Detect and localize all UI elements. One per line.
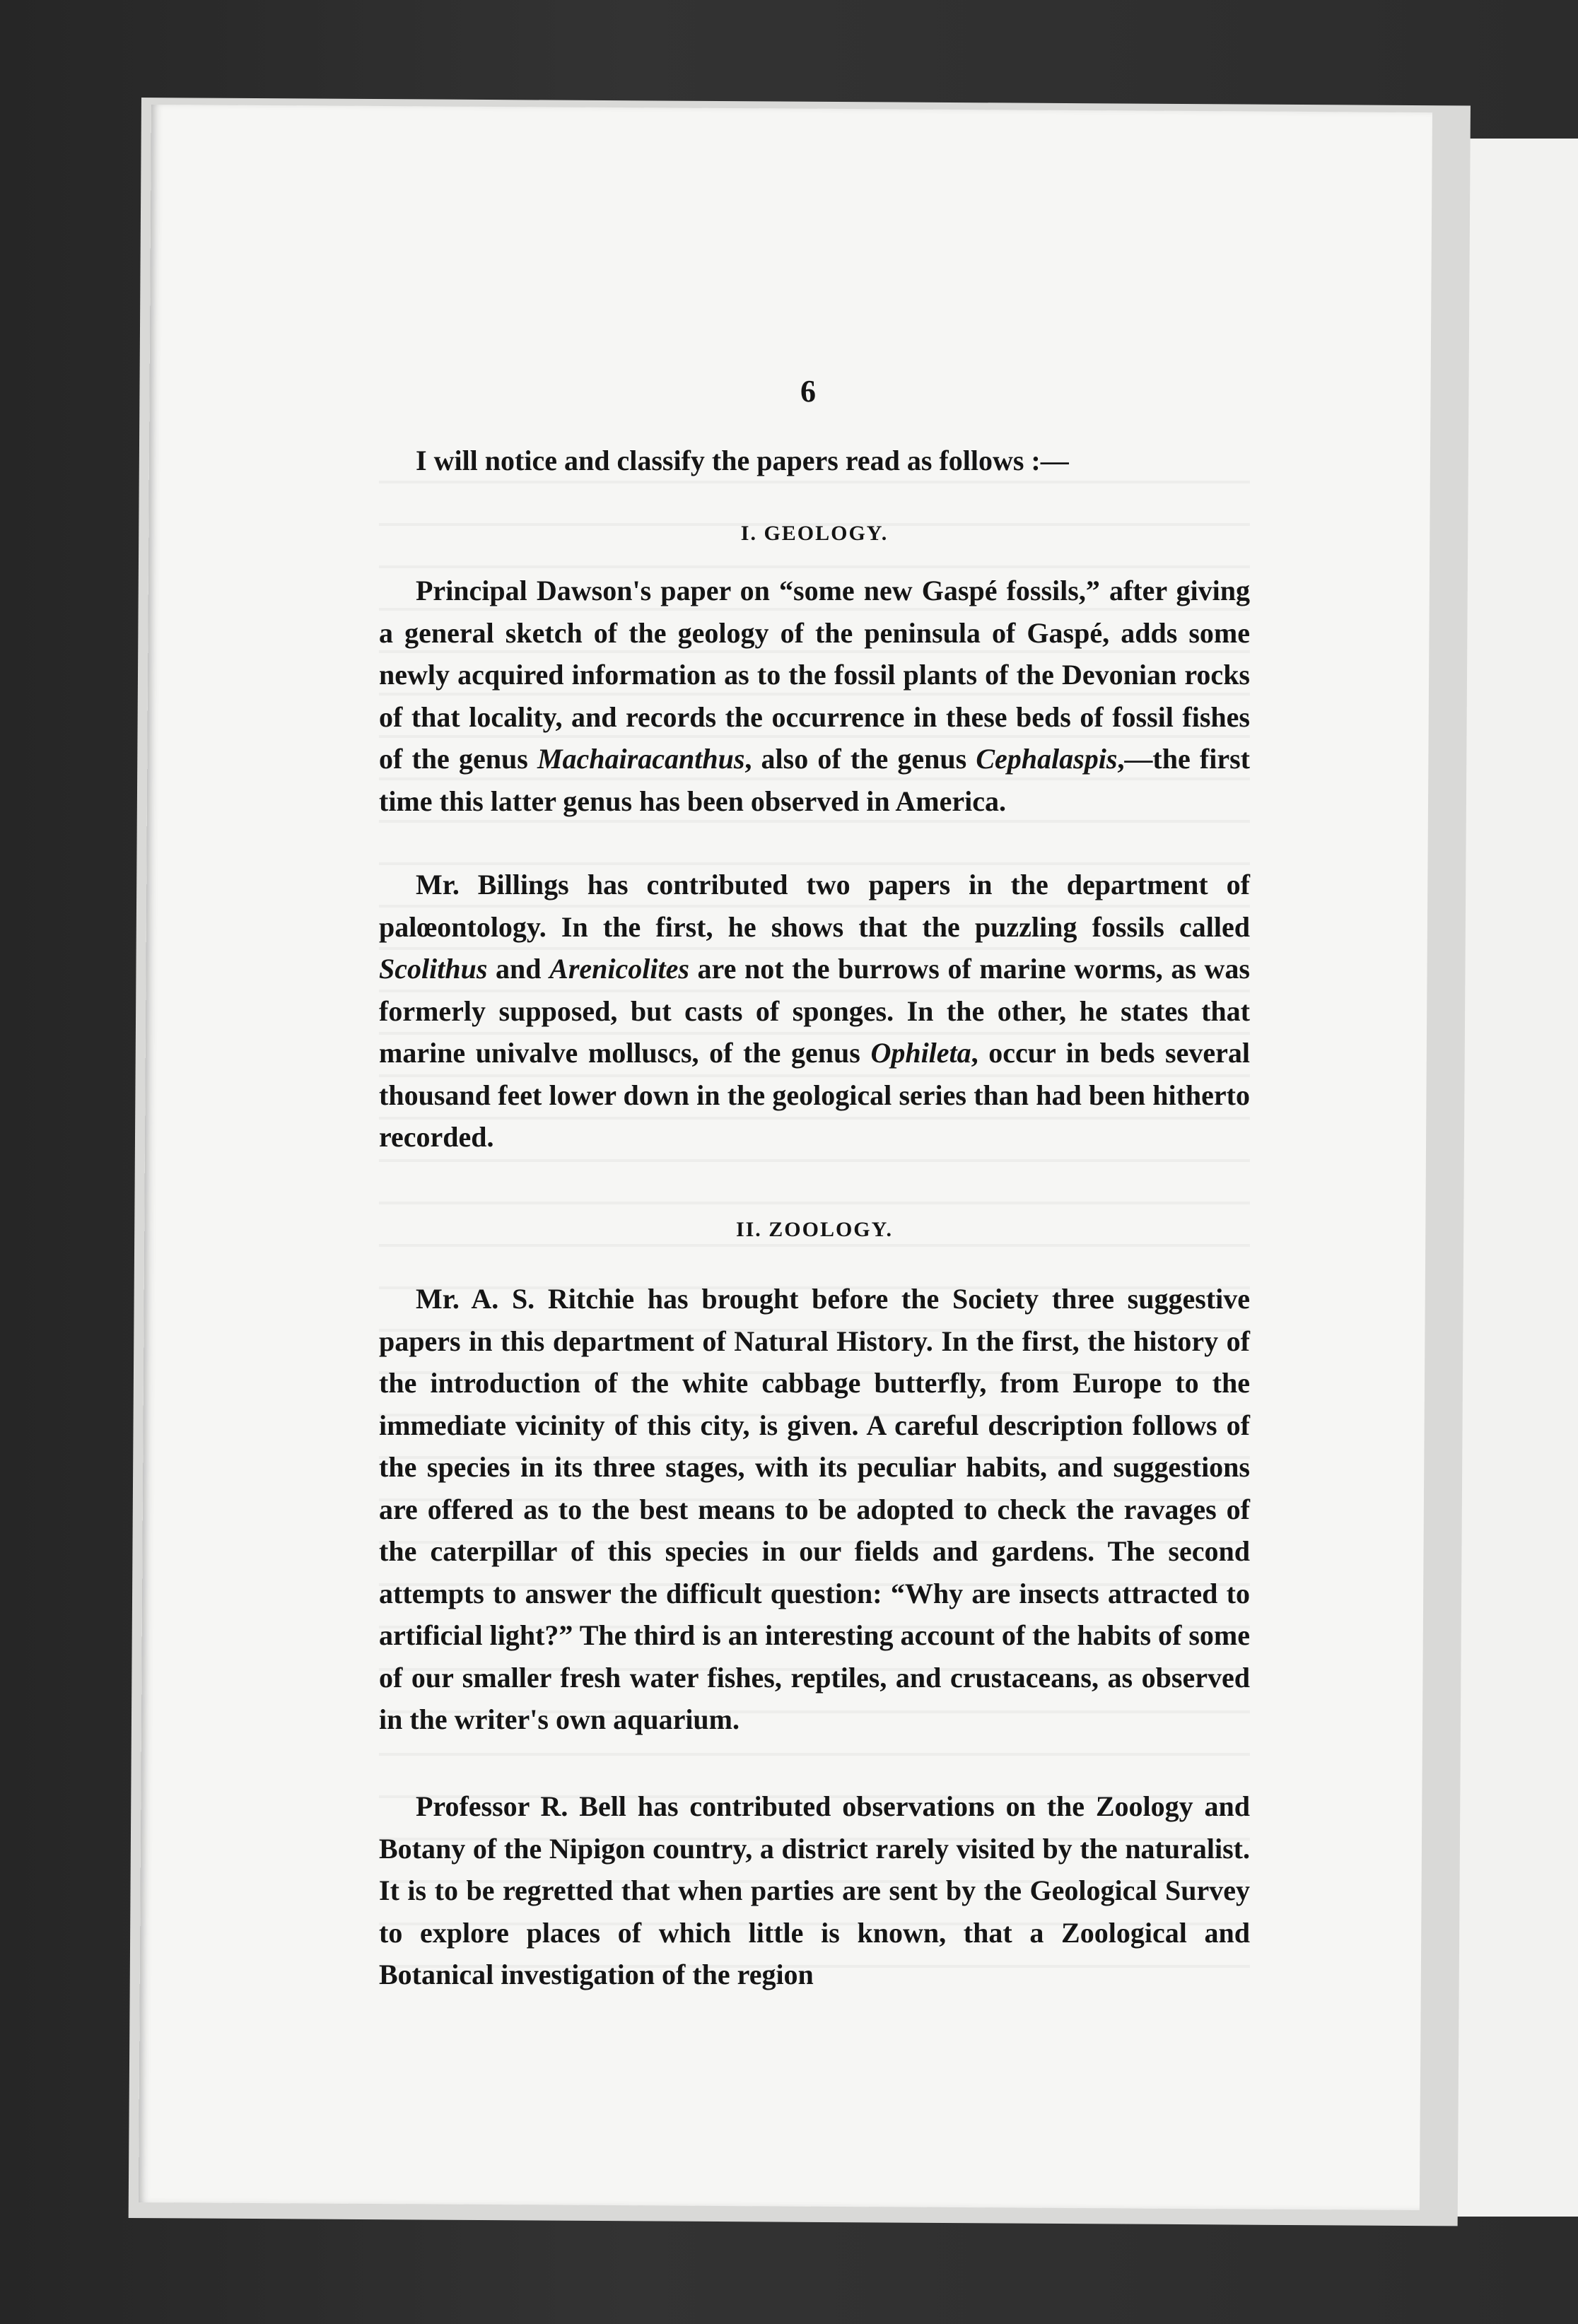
paragraph-ritchie — [379, 1278, 1250, 1741]
text-run: , also of the genus — [744, 743, 976, 775]
italic-genus-name: Ophileta — [870, 1037, 971, 1069]
italic-genus-name: Machairacanthus — [537, 743, 745, 775]
text-run: Mr. A. S. Ritchie has brought before the Society three suggestive papers in this department of Natural History. In the first, the history of the introduction of the white cabbage butterfly, from Europe to the immediate vicinity of this city, is given. A careful description follows of the species in its three stages, with its peculiar habits, and suggestions are offered as to the best means to be adopted to check the ravages of the caterpillar of this species in our fields and gardens. The second attempts to answer the difficult question: “Why are insects attracted to artificial light?” The third is an interesting account of the habits of some of our smaller fresh water fishes, reptiles, and crustaceans, as observed in the writer's own aquarium. — [379, 1283, 1250, 1735]
page-number: 6 — [800, 374, 816, 409]
paragraph-bell — [379, 1785, 1250, 1996]
text-run: Principal Dawson's paper on “some new Gaspé fossils,” after giving a general sketch of the geology of the peninsula of Gaspé, adds some newly acquired information as to the fossil plants of the Devonian rocks of that locality, and records the occurrence in these beds of fossil fishes of the genus — [379, 575, 1250, 775]
italic-genus-name: Scolithus — [379, 953, 488, 985]
italic-genus-name: Cephalaspis — [976, 743, 1118, 775]
intro-line: I will notice and classify the papers read as follows :— — [416, 445, 1069, 476]
section-heading-geology: I. GEOLOGY. — [740, 522, 889, 545]
paragraph-dawson — [379, 570, 1250, 822]
paragraph-billings — [379, 864, 1250, 1158]
text-run: , occur in beds several thousand feet lower down in the geological series than had been hitherto recorded. — [379, 1037, 1250, 1153]
text-run: and — [487, 953, 550, 985]
text-run: Professor R. Bell has contributed observations on the Zoology and Botany of the Nipigon country, a district rarely visited by the naturalist. It is to be regretted that when parties are sent by the Geological Survey to explore places of which little is known, that a Zoological and Botanical investigation of the region — [379, 1790, 1250, 1990]
section-heading-zoology: II. ZOOLOGY. — [735, 1218, 894, 1241]
text-run: Mr. Billings has contributed two papers in the department of palœontology. In the first, he shows that the puzzling fossils called — [379, 869, 1250, 943]
text-run: ,—the first time this latter genus has been observed in America. — [379, 743, 1250, 817]
italic-genus-name: Arenicolites — [549, 953, 689, 985]
text-run: are not the burrows of marine worms, as was formerly supposed, but casts of sponges. In the other, he states that marine univalve molluscs, of the genus — [379, 953, 1250, 1069]
